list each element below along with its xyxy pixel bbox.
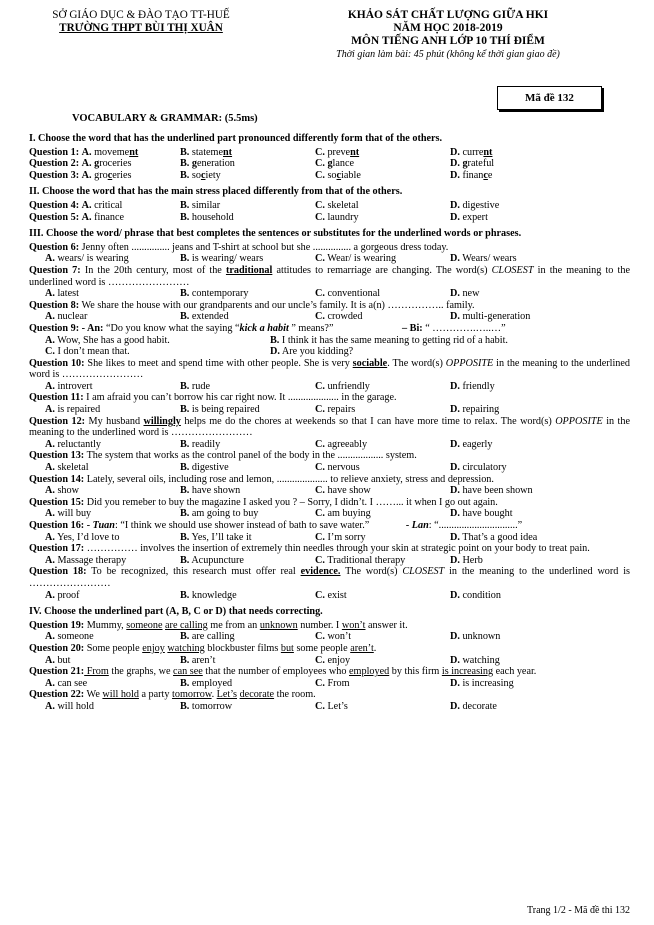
question-17-options: A. Massage therapy B. Acupuncture C. Traditional therapy D. Herb — [45, 554, 483, 566]
question-20-options: A. but B. aren’t C. enjoy D. watching — [45, 654, 500, 666]
question-7: Question 7: In the 20th century, most of the traditional attitudes to remarriage are changing. The word(s) CLOSEST in the meaning to the underlined word is …………………… — [29, 264, 630, 288]
question-2: Question 2: A. groceries B. generation C. glance D. grateful — [29, 158, 495, 170]
department-name: SỞ GIÁO DỤC & ĐÀO TẠO TT-HUẾ — [52, 9, 230, 21]
question-9-options-ab: A. Wow, She has a good habit. B. I think it has the same meaning to getting rid of a habit. — [45, 334, 508, 346]
question-4: Question 4: A. critical B. similar C. skeletal D. digestive — [29, 199, 500, 211]
question-16: Question 16: - Tuan: “I think we should use shower instead of bath to save water.” - Lan: “...............................” — [29, 520, 523, 531]
question-13: Question 13: The system that works as the control panel of the body in the .................. system. — [29, 450, 417, 462]
question-15: Question 15: Did you remeber to buy the magazine I asked you ? – Sorry, I didn’t. I ……... it when I go out again. — [29, 496, 498, 508]
header-right — [268, 9, 628, 61]
question-10: Question 10: She likes to meet and spend time with other people. She is very sociable. The word(s) OPPOSITE in the meaning to the underlined word is …………………… — [29, 357, 630, 381]
question-5: Question 5: A. finance B. household C. laundry D. expert — [29, 211, 488, 223]
question-6: Question 6: Jenny often ............... jeans and T-shirt at school but she ............... a gorgeous dress today. — [29, 241, 449, 253]
question-19-options: A. someone B. are calling C. won’t D. unknown — [45, 631, 501, 643]
header-left — [22, 9, 260, 35]
question-1: Question 1: A. movement B. statement C. prevent D. current — [29, 146, 493, 158]
school-name: TRƯỜNG THPT BÙI THỊ XUÂN — [59, 22, 223, 34]
section-4-heading: IV. Choose the underlined part (A, B, C or D) that needs correcting. — [29, 606, 323, 618]
section-2-heading: II. Choose the word that has the main stress placed differently from that of the others. — [29, 186, 403, 198]
question-20: Question 20: Some people enjoy watching blockbuster films but some people aren’t. — [29, 642, 377, 654]
question-18: Question 18: To be recognized, this research must offer real evidence. The word(s) CLOSEST in the meaning to the underlined word is …………………… — [29, 566, 631, 589]
question-18-options: A. proof B. knowledge C. exist D. condition — [45, 589, 501, 601]
time-note: Thời gian làm bài: 45 phút (không kể thời gian giao đề) — [336, 49, 560, 60]
question-11-options: A. is repaired B. is being repaired C. repairs D. repairing — [45, 404, 500, 416]
question-14: Question 14: Lately, several oils, including rose and lemon, .................... to relieve anxiety, stress and depression. — [29, 473, 494, 485]
question-9-options-cd: C. I don’t mean that. D. Are you kidding? — [45, 346, 354, 358]
question-16-options: A. Yes, I’d love to B. Yes, I’ll take it C. I’m sorry D. That’s a good idea — [45, 531, 538, 543]
question-17: Question 17: …………… involves the insertion of extremely thin needles through your skin at strategic point on your body to treat pain. — [29, 543, 590, 555]
question-11: Question 11: I am afraid you can’t borrow his car right now. It .................... in the garage. — [29, 392, 397, 404]
question-19: Question 19: Mummy, someone are calling me from an unknown number. I won’t answer it. — [29, 619, 408, 631]
question-21-options: A. can see B. employed C. From D. is increasing — [45, 677, 514, 689]
exam-title: KHẢO SÁT CHẤT LƯỢNG GIỮA HKI — [347, 9, 549, 21]
question-22: Question 22: We will hold a party tomorrow. Let’s decorate the room. — [29, 689, 316, 701]
question-21: Question 21: From the graphs, we can see that the number of employees who employed by this firm is increasing each year. — [29, 666, 537, 678]
exam-code: Mã đề 132 — [497, 86, 602, 110]
question-8-options: A. nuclear B. extended C. crowded D. multi-generation — [45, 311, 531, 323]
question-14-options: A. show B. have shown C. have show D. have been shown — [45, 485, 533, 497]
question-13-options: A. skeletal B. digestive C. nervous D. circulatory — [45, 462, 507, 474]
question-15-options: A. will buy B. am going to buy C. am buying D. have bought — [45, 508, 513, 520]
question-9: Question 9: - An: “Do you know what the saying “kick a habit ” means?” – Bi: “ ………….…..…” — [29, 322, 506, 334]
vocab-heading: VOCABULARY & GRAMMAR: (5.5ms) — [72, 113, 258, 124]
section-3-heading: III. Choose the word/ phrase that best completes the sentences or substitutes for the underlined words or phrases. — [29, 228, 522, 240]
exam-content — [29, 128, 630, 713]
question-8: Question 8: We share the house with our grandparents and our uncle’s family. It is a(n) …………….. family. — [29, 299, 475, 311]
section-1-heading: I. Choose the word that has the underlined part pronounced differently form that of the others. — [29, 133, 443, 144]
question-6-options: A. wears/ is wearing B. is wearing/ wears C. Wear/ is wearing D. Wears/ wears — [45, 253, 517, 265]
question-7-options: A. latest B. contemporary C. conventional D. new — [45, 288, 480, 300]
page-footer: Trang 1/2 - Mã đề thi 132 — [527, 905, 630, 916]
subject-title: MÔN TIẾNG ANH LỚP 10 THÍ ĐIỂM — [351, 35, 545, 47]
school-year: NĂM HỌC 2018-2019 — [393, 22, 503, 34]
question-12: Question 12: My husband willingly helps me do the chores at weekends so that I can have more time to relax. The word(s) OPPOSITE in the meaning to the underlined word is …………………… — [29, 415, 630, 439]
question-10-options: A. introvert B. rude C. unfriendly D. friendly — [45, 380, 495, 392]
question-12-options: A. reluctantly B. readily C. agreeably D. eagerly — [45, 438, 493, 450]
question-22-options: A. will hold B. tomorrow C. Let’s D. decorate — [45, 700, 497, 712]
question-3: Question 3: A. groceries B. society C. sociable D. finance — [29, 169, 493, 181]
